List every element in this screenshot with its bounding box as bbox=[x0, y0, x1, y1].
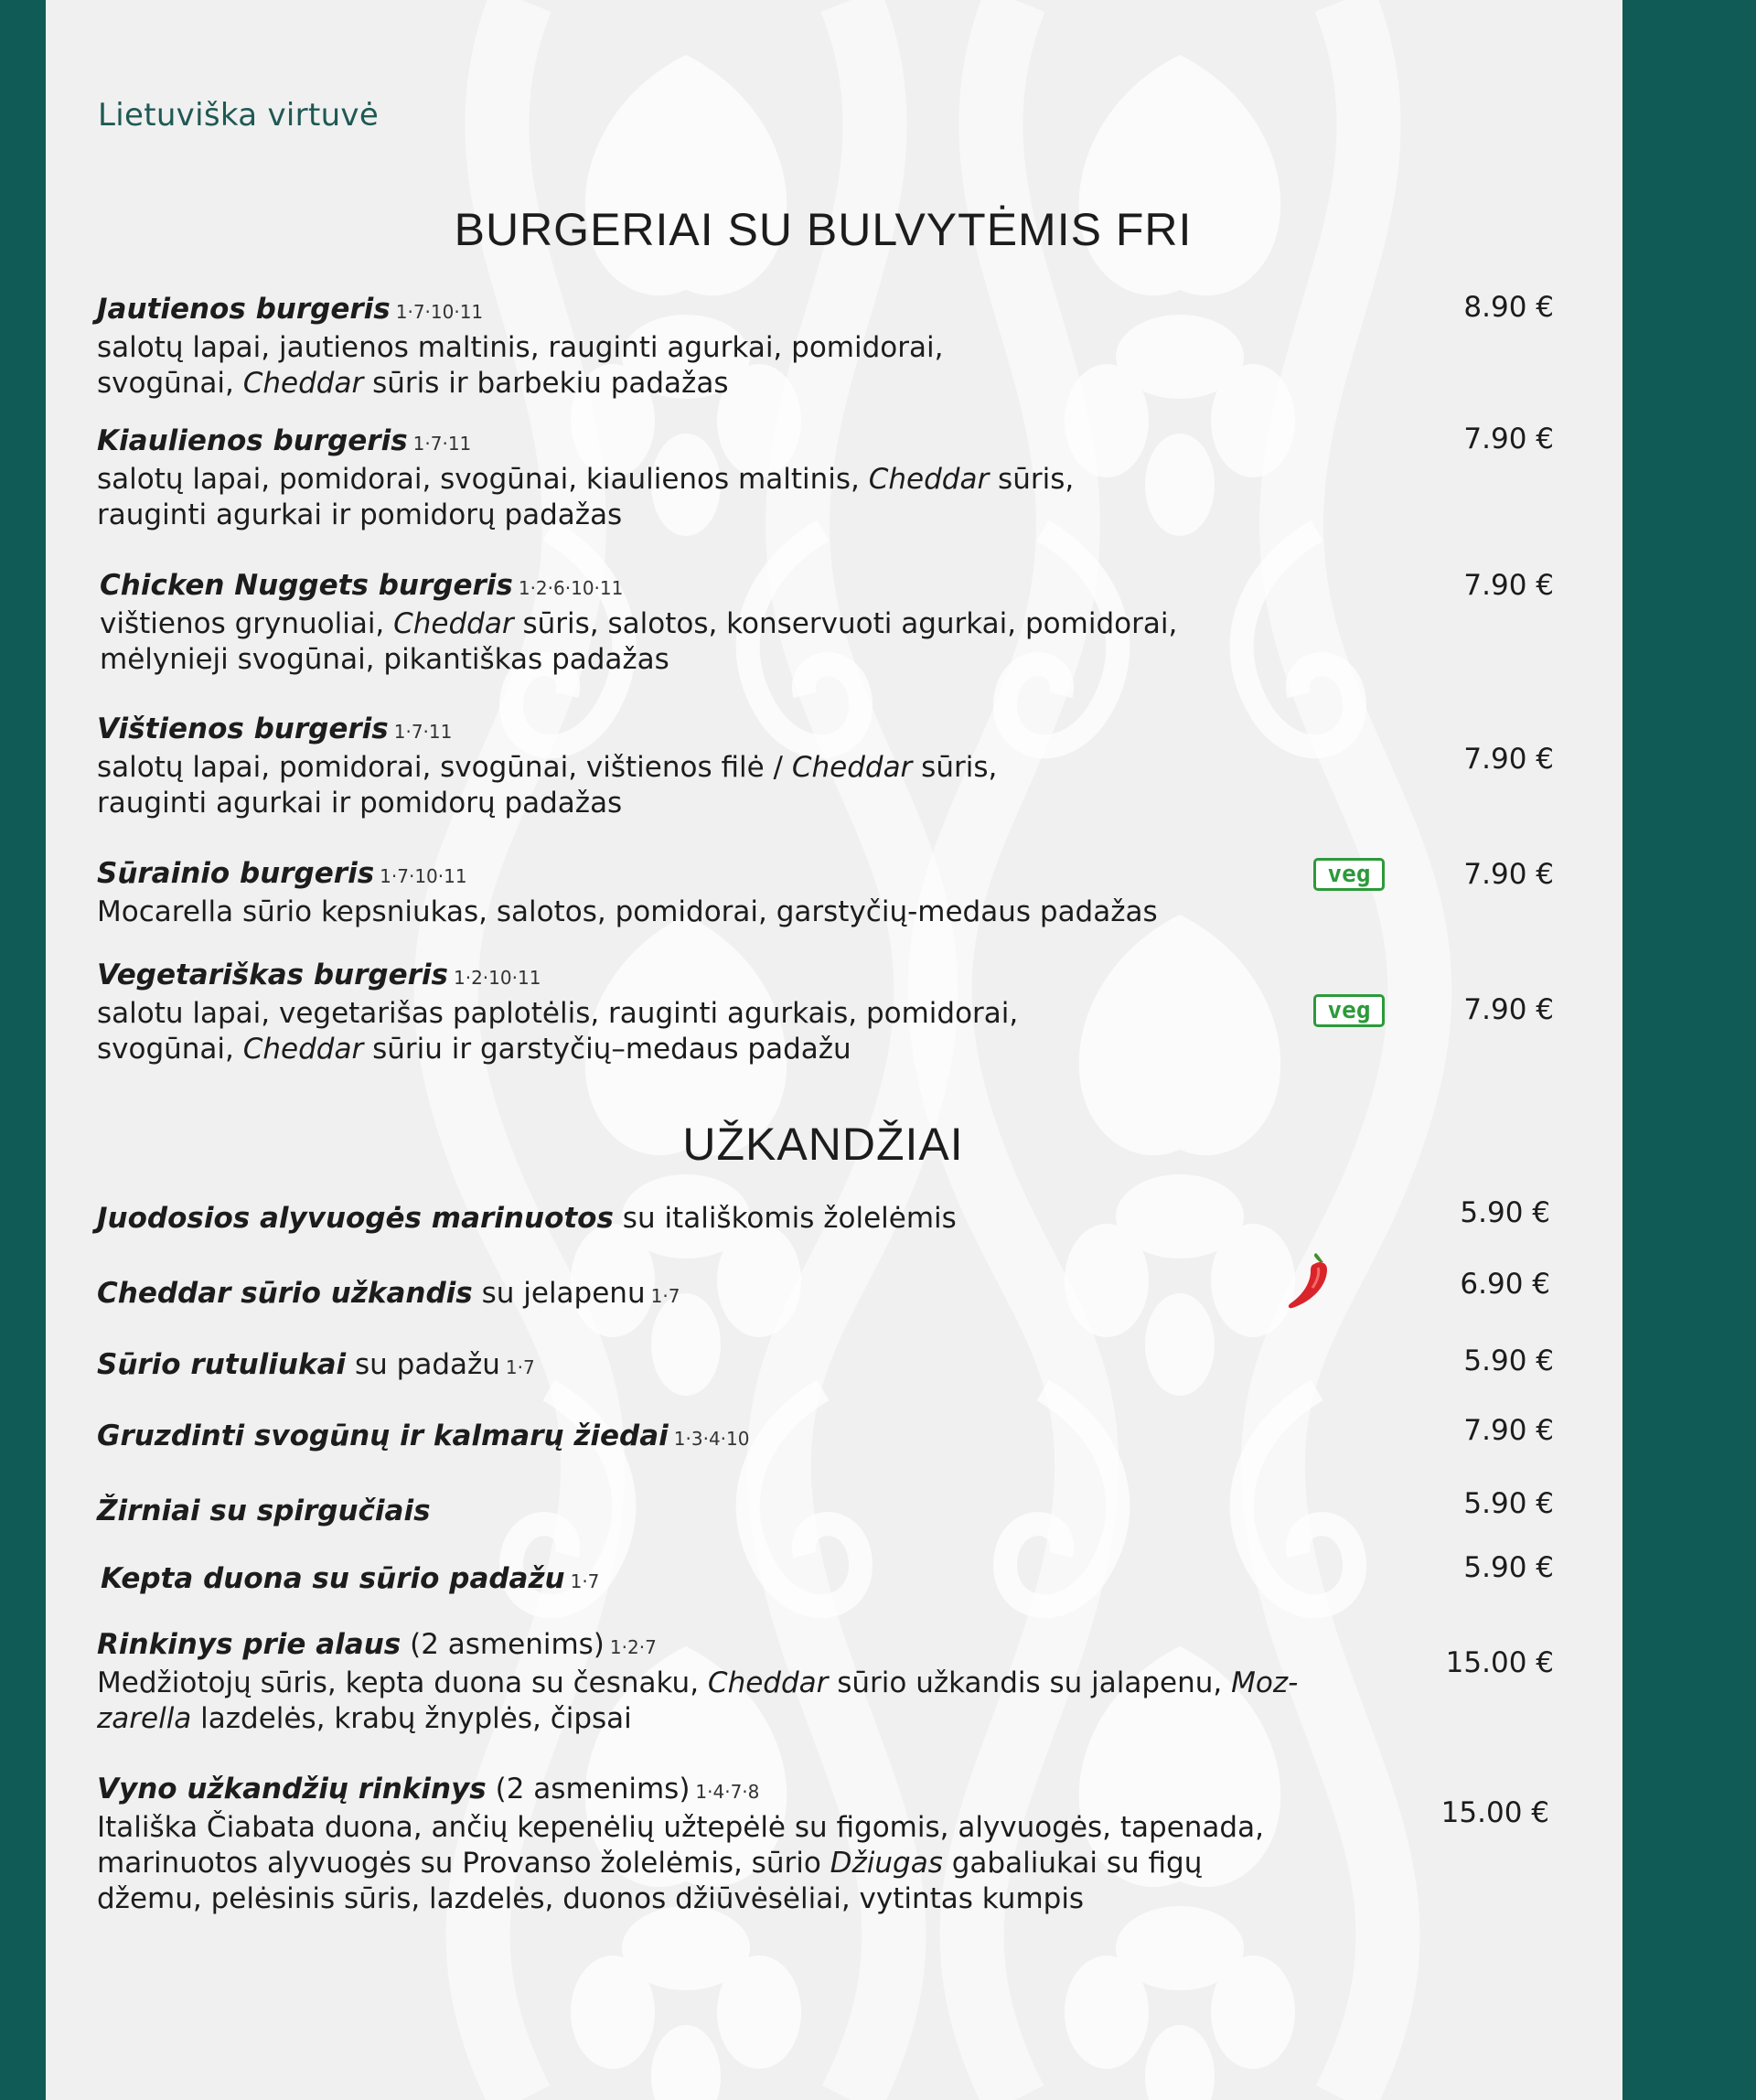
item-allergens: 1·7·11 bbox=[393, 721, 453, 743]
item-allergens: 1·2·10·11 bbox=[454, 967, 541, 989]
item-allergens: 1·2·7 bbox=[609, 1636, 657, 1658]
vegetarian-badge: veg bbox=[1313, 858, 1385, 891]
item-suffix: su itališkomis žolelėmis bbox=[613, 1202, 957, 1235]
item-description: salotu lapai, vegetarišas paplotėlis, rauginti agurkais, pomidorai, bbox=[97, 997, 1019, 1030]
item-price: 7.90 € bbox=[1463, 569, 1554, 602]
item-description: Medžiotojų sūris, kepta duona su česnaku, Cheddar sūrio užkandis su jalapenu, Moz- bbox=[97, 1666, 1299, 1699]
item-name: Rinkinys prie alaus bbox=[97, 1628, 402, 1661]
item-name: Vegetariškas burgeris bbox=[97, 959, 448, 991]
item-name: Cheddar sūrio užkandis bbox=[97, 1277, 473, 1310]
item-description: salotų lapai, jautienos maltinis, rauginti agurkai, pomidorai, bbox=[97, 331, 944, 364]
menu-item-rinkinys-prie-alaus bbox=[97, 1626, 1414, 1737]
item-name: Kepta duona su sūrio padažu bbox=[101, 1562, 565, 1595]
vegetarian-badge: veg bbox=[1313, 994, 1385, 1027]
menu-item-kepta-duona bbox=[101, 1560, 1418, 1600]
item-price: 8.90 € bbox=[1463, 291, 1554, 324]
item-price: 7.90 € bbox=[1463, 743, 1554, 776]
item-price: 7.90 € bbox=[1463, 1414, 1554, 1447]
item-suffix: su padažu bbox=[346, 1348, 500, 1381]
item-allergens: 1·2·6·10·11 bbox=[518, 577, 624, 599]
chili-pepper-icon bbox=[1287, 1253, 1334, 1310]
menu-item-chicken-nuggets-burgeris bbox=[100, 567, 1417, 678]
restaurant-tag: Lietuviška virtuvė bbox=[98, 97, 380, 134]
item-price: 15.00 € bbox=[1440, 1796, 1549, 1829]
menu-item-gruzdinti-ziedai bbox=[97, 1418, 1414, 1457]
item-name: Vištienos burgeris bbox=[97, 712, 389, 745]
item-allergens: 1·7·11 bbox=[412, 433, 472, 455]
menu-item-vyno-uzkandziu-rinkinys bbox=[97, 1771, 1414, 1917]
item-name: Juodosios alyvuogės marinuotos bbox=[97, 1202, 614, 1235]
item-description: Itališka Čiabata duona, ančių kepenėlių užtepėlė su figomis, alyvuogės, tapenada, bbox=[97, 1811, 1264, 1844]
menu-item-surainio-burgeris bbox=[97, 855, 1414, 930]
menu-item-vistienos-burgeris bbox=[97, 711, 1414, 821]
item-description: svogūnai, Cheddar sūris ir barbekiu padažas bbox=[97, 367, 729, 400]
item-description: marinuotos alyvuogės su Provanso žolelėmis, sūrio Džiugas gabaliukai su figų bbox=[97, 1847, 1203, 1880]
item-description: vištienos grynuoliai, Cheddar sūris, salotos, konservuoti agurkai, pomidorai, bbox=[100, 607, 1178, 640]
item-description: svogūnai, Cheddar sūriu ir garstyčių–medaus padažu bbox=[97, 1033, 851, 1066]
item-allergens: 1·7 bbox=[650, 1285, 680, 1307]
item-description: Mocarella sūrio kepsniukas, salotos, pomidorai, garstyčių-medaus padažas bbox=[97, 895, 1158, 928]
item-name: Vyno užkandžių rinkinys bbox=[97, 1773, 487, 1805]
item-price: 7.90 € bbox=[1463, 993, 1554, 1026]
item-price: 5.90 € bbox=[1463, 1551, 1554, 1584]
item-allergens: 1·3·4·10 bbox=[673, 1428, 750, 1450]
menu-item-juodosios-alyvuoges bbox=[97, 1200, 1414, 1237]
menu-page bbox=[46, 0, 1622, 2100]
item-suffix: (2 asmenims) bbox=[486, 1773, 691, 1805]
item-allergens: 1·4·7·8 bbox=[695, 1781, 760, 1803]
item-price: 7.90 € bbox=[1463, 858, 1554, 891]
menu-item-cheddar-surio-uzkandis bbox=[97, 1275, 1414, 1314]
item-description: salotų lapai, pomidorai, svogūnai, kiaulienos maltinis, Cheddar sūris, bbox=[97, 463, 1075, 496]
menu-item-jautienos-burgeris bbox=[97, 291, 1414, 402]
item-price: 15.00 € bbox=[1445, 1646, 1554, 1679]
item-description: rauginti agurkai ir pomidorų padažas bbox=[97, 787, 623, 820]
item-description: salotų lapai, pomidorai, svogūnai, vištienos filė / Cheddar sūris, bbox=[97, 751, 998, 784]
item-name: Gruzdinti svogūnų ir kalmarų žiedai bbox=[97, 1420, 669, 1452]
item-allergens: 1·7 bbox=[505, 1356, 535, 1378]
item-price: 5.90 € bbox=[1463, 1345, 1554, 1377]
item-price: 5.90 € bbox=[1460, 1196, 1550, 1229]
item-name: Jautienos burgeris bbox=[97, 293, 391, 326]
item-name: Sūrainio burgeris bbox=[97, 857, 375, 890]
menu-item-surio-rutuliukai bbox=[97, 1346, 1414, 1386]
menu-item-zirniai-su-spirguciais bbox=[97, 1493, 1414, 1529]
item-description: zarella lazdelės, krabų žnyplės, čipsai bbox=[97, 1702, 632, 1735]
item-suffix: (2 asmenims) bbox=[401, 1628, 605, 1661]
menu-item-vegetariskas-burgeris bbox=[97, 957, 1414, 1067]
item-suffix: su jelapenu bbox=[472, 1277, 646, 1310]
item-name: Žirniai su spirgučiais bbox=[97, 1495, 431, 1527]
item-allergens: 1·7·10·11 bbox=[395, 301, 484, 323]
item-allergens: 1·7·10·11 bbox=[380, 865, 467, 887]
item-price: 6.90 € bbox=[1460, 1268, 1550, 1301]
menu-item-kiaulienos-burgeris bbox=[97, 423, 1414, 533]
item-name: Kiaulienos burgeris bbox=[97, 424, 408, 457]
section-title-snacks: UŽKANDŽIAI bbox=[682, 1119, 964, 1170]
section-title-burgers: BURGERIAI SU BULVYTĖMIS FRI bbox=[454, 204, 1193, 255]
item-description: mėlynieji svogūnai, pikantiškas padažas bbox=[100, 643, 669, 676]
item-name: Sūrio rutuliukai bbox=[97, 1348, 347, 1381]
item-allergens: 1·7 bbox=[570, 1570, 600, 1592]
item-description: rauginti agurkai ir pomidorų padažas bbox=[97, 498, 623, 531]
item-name: Chicken Nuggets burgeris bbox=[100, 569, 513, 602]
item-price: 7.90 € bbox=[1463, 423, 1554, 455]
item-description: džemu, pelėsinis sūris, lazdelės, duonos džiūvėsėliai, vytintas kumpis bbox=[97, 1882, 1085, 1915]
item-price: 5.90 € bbox=[1463, 1487, 1554, 1520]
